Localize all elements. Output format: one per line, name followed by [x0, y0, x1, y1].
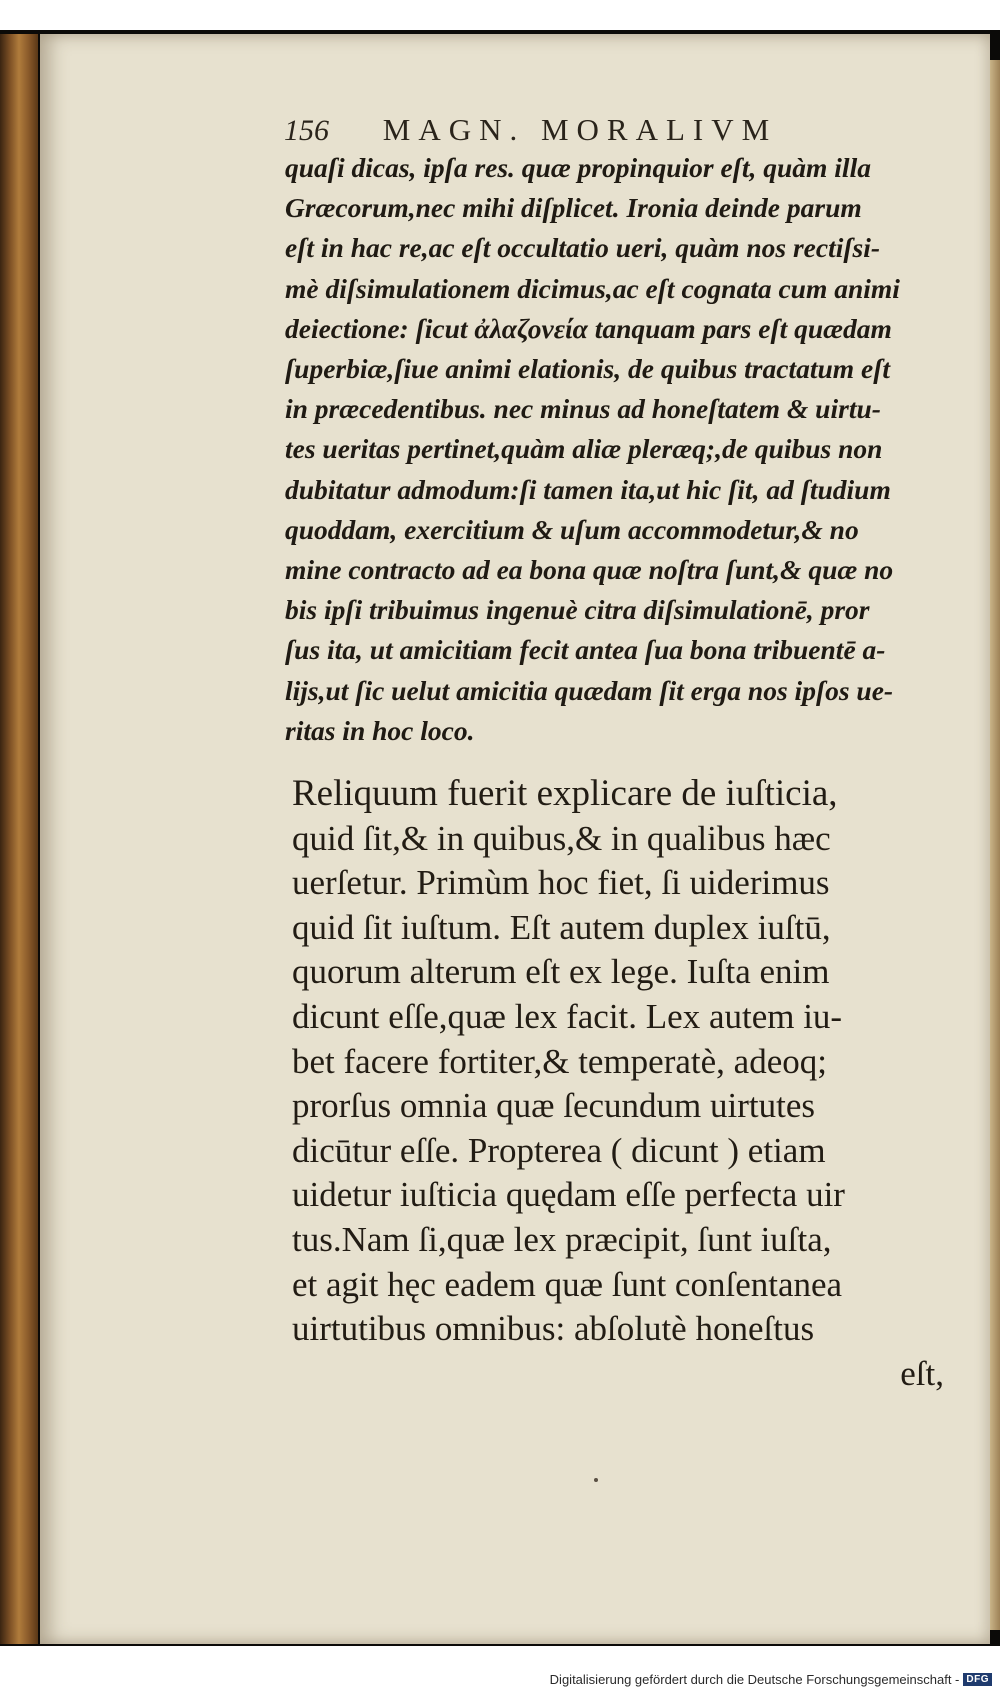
- commentary-line: ritas in hoc loco.: [285, 714, 475, 746]
- main-text-line: uidetur iuſticia quędam eſſe perfecta uir: [292, 1175, 845, 1215]
- commentary-line: in præcedentibus. nec minus ad honeſtatem & uirtu-: [285, 393, 881, 425]
- commentary-line: dubitatur admodum:ſi tamen ita,ut hic ſit, ad ſtudium: [285, 473, 891, 505]
- main-text-line: dicunt eſſe,quæ lex facit. Lex autem iu-: [292, 996, 843, 1036]
- digitization-footer: [550, 1672, 992, 1687]
- commentary-line: deiectione: ſicut ἀλαζονεία tanquam pars eſt quædam: [285, 312, 892, 344]
- footer-credit: Digitalisierung gefördert durch die Deutsche Forschungsgemeinschaft -: [549, 1672, 960, 1687]
- commentary-line: lijs,ut ſic uelut amicitia quædam ſit erga nos ipſos ue-: [285, 674, 894, 706]
- running-head: [284, 112, 904, 148]
- commentary-line: Græcorum,nec mihi diſplicet. Ironia deinde parum: [285, 192, 862, 224]
- main-text-line: uerſetur. Primùm hoc fiet, ſi uiderimus: [292, 863, 830, 903]
- book-fore-edge-left: [0, 34, 38, 1644]
- catchword: eſt,: [900, 1353, 944, 1393]
- running-title: MAGN. MORALIVM: [382, 112, 778, 147]
- main-text-line: quid ſit,& in quibus,& in qualibus hæc: [292, 818, 831, 858]
- commentary-block: [285, 148, 945, 751]
- main-text-line: dicūtur eſſe. Propterea ( dicunt ) etiam: [292, 1130, 826, 1170]
- main-text-line: prorſus omnia quæ ſecundum uirtutes: [292, 1086, 815, 1126]
- main-text-line: bet facere fortiter,& temperatè, adeoq;: [292, 1041, 827, 1081]
- main-text-line: uirtutibus omnibus: abſolutè honeſtus: [292, 1309, 815, 1349]
- commentary-line: bis ipſi tribuimus ingenuè citra diſsimulationē, pror: [285, 594, 870, 626]
- commentary-line: mè diſsimulationem dicimus,ac eſt cognata cum animi: [285, 272, 900, 304]
- ink-dot: [594, 1478, 598, 1482]
- book-fore-edge-right: [990, 60, 1000, 1630]
- main-text-line: tus.Nam ſi,quæ lex præcipit, ſunt iuſta,: [292, 1219, 832, 1259]
- page-number: 156: [284, 114, 329, 147]
- commentary-line: quoddam, exercitium & uſum accommodetur,& no: [285, 513, 859, 545]
- commentary-line: eſt in hac re,ac eſt occultatio ueri, quàm nos rectiſsi-: [285, 232, 881, 264]
- main-text-line: quid ſit iuſtum. Eſt autem duplex iuſtū,: [292, 907, 831, 947]
- main-text-block: [292, 772, 952, 1396]
- commentary-line: quaſi dicas, ipſa res. quæ propinquior eſt, quàm illa: [285, 152, 871, 183]
- main-text-line: quorum alterum eſt ex lege. Iuſta enim: [292, 952, 830, 992]
- main-text-line: et agit hęc eadem quæ ſunt conſentanea: [292, 1264, 843, 1304]
- commentary-line: ſuperbiæ,ſiue animi elationis, de quibus tractatum eſt: [285, 353, 891, 385]
- commentary-line: tes ueritas pertinet,quàm aliæ pleræq;,de quibus non: [285, 433, 883, 465]
- commentary-line: ſus ita, ut amicitiam fecit antea ſua bona tribuentē a-: [285, 634, 886, 666]
- main-text-line: Reliquum fuerit explicare de iuſticia,: [292, 773, 838, 814]
- commentary-line: mine contracto ad ea bona quæ noſtra ſunt,& quæ no: [285, 554, 894, 586]
- dfg-logo: DFG: [963, 1673, 992, 1686]
